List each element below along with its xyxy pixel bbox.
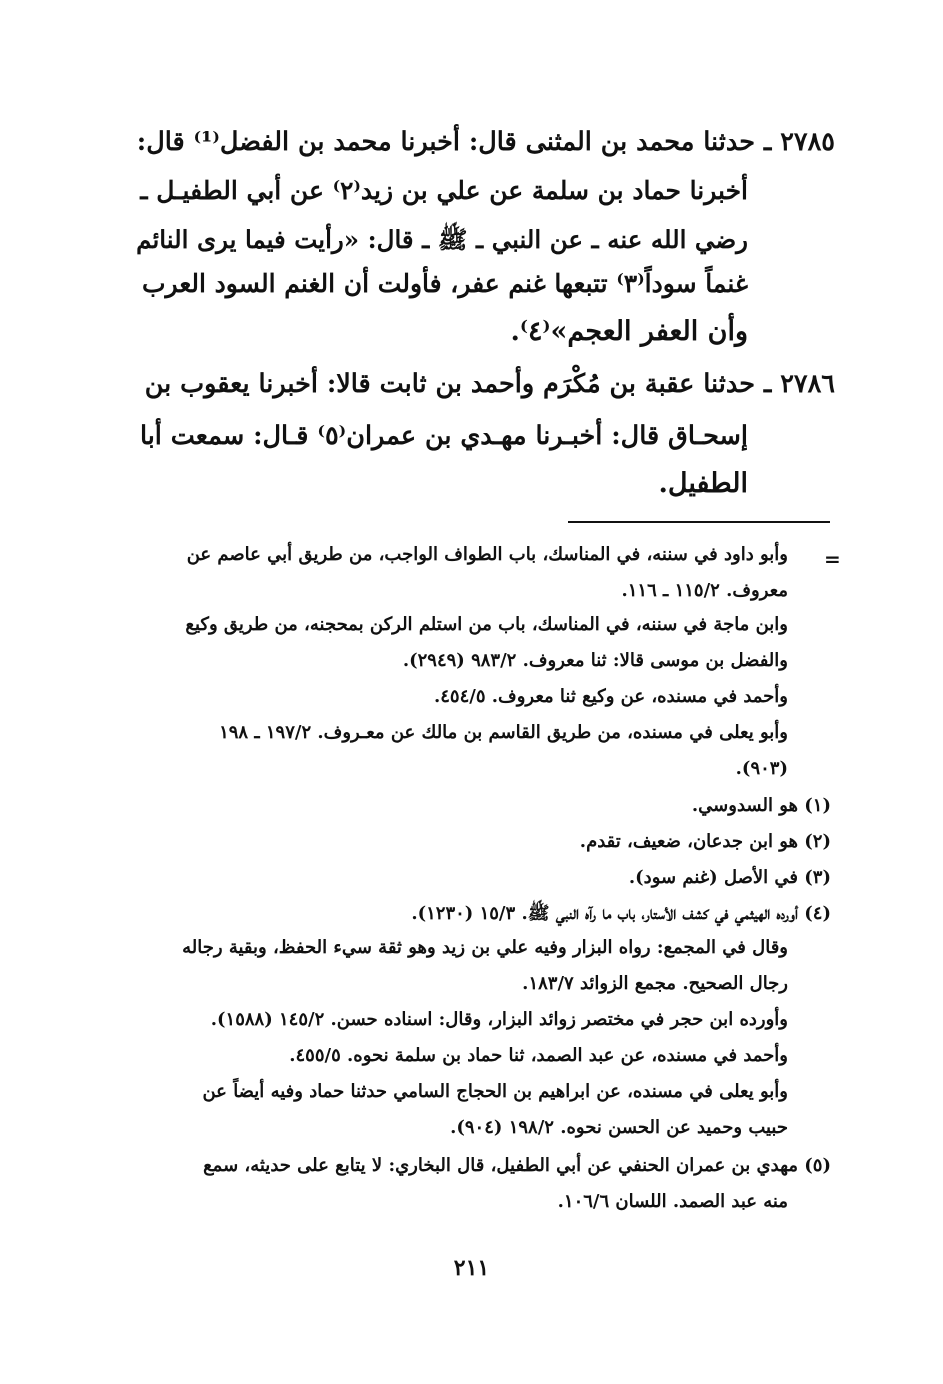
footnote-line: (٩٠٣).: [735, 758, 788, 779]
footnote-line: وقال في المجمع: رواه البزار وفيه علي بن زيد وهو ثقة سيء الحفظ، وبقية رجاله: [182, 937, 788, 958]
hadith-2785-line-4: غنماً سوداً⁽٣⁾ تتبعها غنم عفر، فأولت أن الغنم السود العرب: [141, 269, 748, 298]
footnote-2: (٢) هو ابن جدعان، ضعيف، تقدم.: [579, 831, 831, 852]
footnote-line: وأحمد في مسنده، عن عبد الصمد، ثنا حماد بن سلمة نحوه. ٤٥٥/٥.: [289, 1045, 788, 1066]
footnote-line: رجال الصحيح. مجمع الزوائد ١٨٣/٧.: [522, 973, 788, 994]
footnote-line: حبيب وحميد عن الحسن نحوه. ١٩٨/٢ (٩٠٤).: [450, 1117, 788, 1138]
hadith-2786-line-3: الطفيل.: [658, 468, 748, 499]
hadith-2786-line-1: ٢٧٨٦ ـ حدثنا عقبة بن مُكْرَم وأحمد بن ثابت قالا: أخبرنا يعقوب بن: [144, 369, 835, 399]
footnote-line: وأورده ابن حجر في مختصر زوائد البزار، وقال: اسناده حسن. ١٤٥/٢ (١٥٨٨).: [210, 1009, 788, 1030]
footnote-line: منه عبد الصمد. اللسان ١٠٦/٦.: [557, 1191, 788, 1212]
hadith-2785-line-5: وأن العفر العجم»⁽٤⁾.: [510, 316, 748, 347]
hadith-2785-line-3: رضي الله عنه ـ عن النبي ـ ﷺ ـ قال: «رأيت فيما يرى النائم: [136, 225, 748, 254]
footnote-3: (٣) في الأصل (غنم سود).: [628, 867, 831, 888]
footnote-line: وأبو يعلى في مسنده، عن ابراهيم بن الحجاج السامي حدثنا حماد وفيه أيضاً عن: [202, 1081, 788, 1102]
hadith-2785-line-2: أخبرنا حماد بن سلمة عن علي بن زيد⁽٢⁾ عن أبي الطفيـل ـ: [140, 176, 748, 205]
footnote-5: (٥) مهدي بن عمران الحنفي عن أبي الطفيل، قال البخاري: لا يتابع على حديثه، سمع: [203, 1155, 831, 1176]
footnote-4: (٤) أورده الهيثمي في كشف الأستار، باب ما رآه النبي ﷺ. ١٥/٣ (١٢٣٠).: [411, 903, 831, 924]
footnote-line: وابن ماجة في سننه، في المناسك، باب من استلم الركن بمحجنه، من طريق وكيع: [185, 614, 788, 635]
page-number: ٢١١: [453, 1255, 490, 1281]
continuation-mark: =: [824, 547, 841, 571]
footnote-line: معروف. ١١٥/٢ ـ ١١٦.: [621, 580, 788, 601]
hadith-2786-line-2: إسحـاق قال: أخبـرنا مهـدي بن عمران⁽٥⁾ قـال: سمعت أبا: [139, 421, 748, 451]
hadith-2785-line-1: ٢٧٨٥ ـ حدثنا محمد بن المثنى قال: أخبرنا محمد بن الفضل⁽¹⁾ قال:: [136, 127, 835, 157]
footnote-line: وأبو يعلى في مسنده، من طريق القاسم بن مالك عن معـروف. ١٩٧/٢ ـ ١٩٨: [219, 722, 788, 743]
footnote-divider: [568, 521, 830, 523]
footnote-1: (١) هو السدوسي.: [691, 795, 831, 816]
footnote-line: وأبو داود في سننه، في المناسك، باب الطواف الواجب، من طريق أبي عاصم عن: [186, 544, 788, 565]
footnote-line: والفضل بن موسى قالا: ثنا معروف. ٩٨٣/٢ (٢٩٤٩).: [402, 650, 788, 671]
footnote-line: وأحمد في مسنده، عن وكيع ثنا معروف. ٤٥٤/٥.: [433, 686, 788, 707]
